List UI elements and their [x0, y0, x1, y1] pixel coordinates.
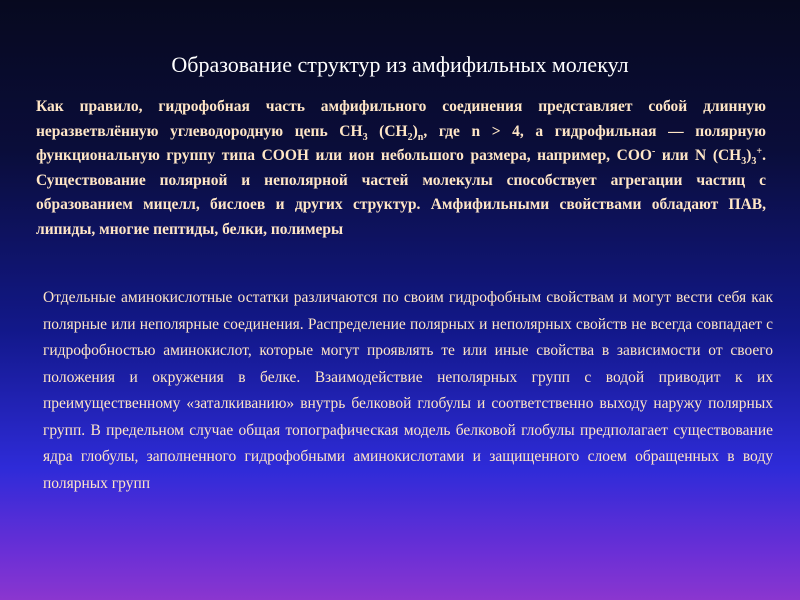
- para1-sub-4: 3: [741, 156, 747, 168]
- para1-text-4: , где n > 4, а гидрофильная — полярную функциональную группу типа СООН или ион небольшого размера, например, СОО: [36, 122, 767, 164]
- para1-sub-2: 2: [407, 131, 413, 143]
- para1-text-1: Как правило, гидрофобная часть амфифильного соединения представляет собой длинную неразветвлённую углеводородную цепь СН: [36, 98, 766, 140]
- para1-text-5: или N (CH: [655, 147, 742, 164]
- para1-sup-1: -: [651, 145, 656, 157]
- para1-sub-5: 3: [751, 156, 757, 168]
- para1-sup-2: +: [756, 145, 763, 157]
- para1-text-3: ): [412, 122, 418, 140]
- para1-text-2: (СН: [367, 122, 408, 140]
- para1-sub-3: n: [417, 131, 424, 143]
- paragraph-amino-acids: Отдельные аминокислотные остатки различаются по своим гидрофобным свойствам и могут вести себя как полярные или неполярные соединения. Распределение полярных и неполярных свойств не всегда совпадает с гидрофобностью аминокислот, которые могут проявлять те или иные свойства в зависимости от своего положения и окружения в белке. Взаимодействие неполярных групп с водой приводит к их преимущественному «заталкиванию» внутрь белковой глобулы и соответственно выходу наружу полярных групп. В предельном случае общая топографическая модель белковой глобулы предполагает существование ядра глобулы, заполненного гидрофобными аминокислотами и защищенного слоем обращенных в воду полярных групп: [43, 289, 773, 492]
- slide-title: Образование структур из амфифильных молекул: [171, 52, 629, 77]
- para1-sub-1: 3: [362, 131, 368, 143]
- paragraph-amphiphilic: [36, 95, 766, 242]
- para1-text-6: ): [746, 147, 752, 164]
- para1-text-7: . Существование полярной и неполярной частей молекулы способствует агрегации частиц с образованием мицелл, бислоев и других структур. Амфифильными свойствами обладают ПАВ, липиды, многие пептиды, белки, полимеры: [36, 147, 766, 238]
